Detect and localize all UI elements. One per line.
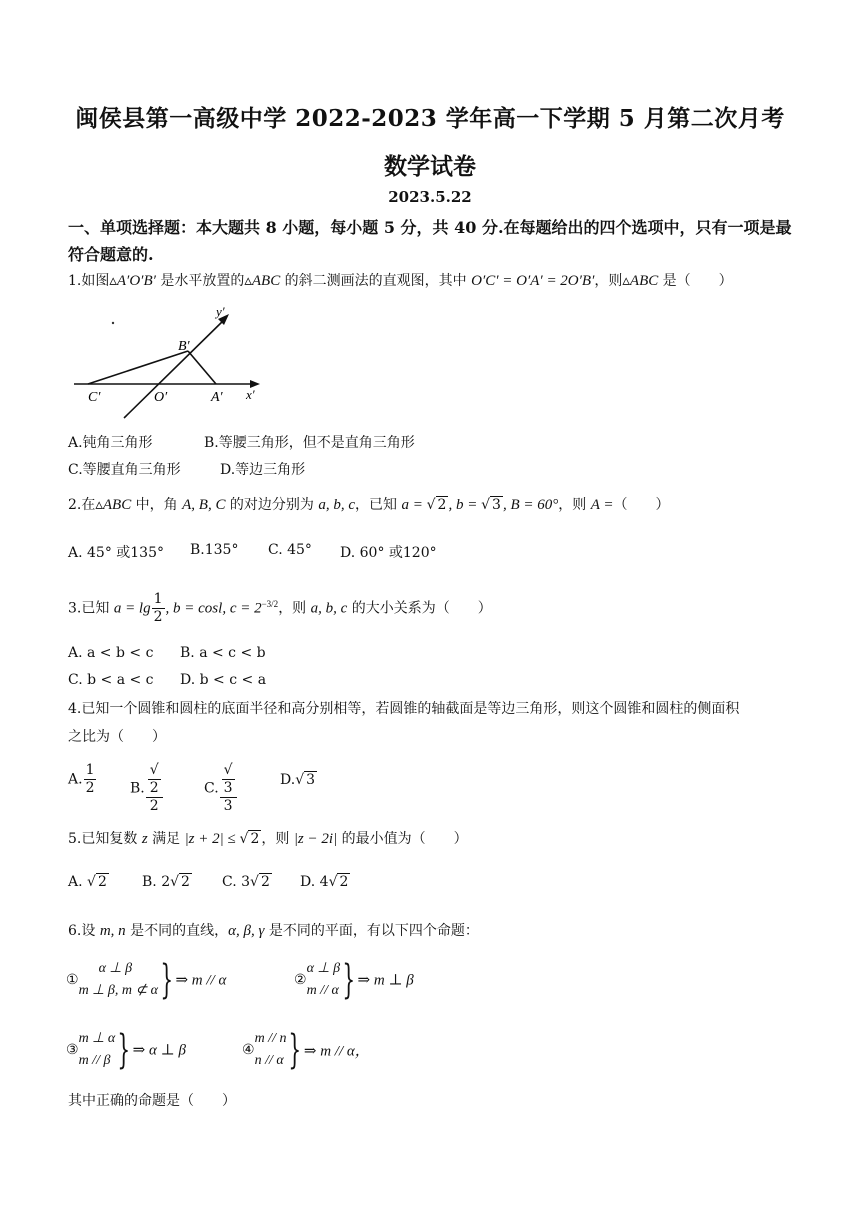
brace: } xyxy=(117,1027,131,1073)
question-4-line1: 4.已知一个圆锥和圆柱的底面半径和高分别相等，若圆锥的轴截面是等边三角形，则这个圆锥和圆柱的侧面积 xyxy=(68,701,740,717)
q5-option-a: A. √ 2 xyxy=(68,874,107,890)
q3-option-c: C. b < a < c xyxy=(68,672,154,688)
q4-option-d: D.√ 3 xyxy=(280,772,316,788)
q5-option-d: D. 4√ 2 xyxy=(300,874,349,890)
speck xyxy=(112,322,114,324)
question-2-stem: 2.在▵ABC 中，角 A, B, C 的对边分别为 a, b, c，已知 a = √ 2 , b = √ 3 , B = 60°，则 A =（ ） xyxy=(68,497,670,513)
label-o: O′ xyxy=(154,390,168,405)
label-y: y′ xyxy=(216,304,225,319)
q4-option-b: B. √ 2 2 xyxy=(130,762,164,815)
q2-option-d: D. 60° 或120° xyxy=(340,545,437,561)
question-4-line2: 之比为（ ） xyxy=(68,729,166,745)
brace: } xyxy=(342,957,356,1003)
segment-b-a xyxy=(188,351,216,384)
q3-option-b: B. a < c < b xyxy=(180,645,266,661)
q2-option-b: B.135° xyxy=(190,542,239,558)
exam-subject: 数学试卷 xyxy=(384,153,476,180)
label-c: C′ xyxy=(88,390,101,405)
exponent: −3/2 xyxy=(261,598,279,609)
proposition-2: ② α ⊥ β m // α } ⇒ m ⊥ β xyxy=(294,957,414,1003)
label-b: B′ xyxy=(178,339,190,354)
segment-c-b xyxy=(88,351,188,384)
q2-option-a: A. 45° 或135° xyxy=(68,545,164,561)
brace: } xyxy=(288,1027,302,1073)
oblique-projection-figure xyxy=(66,300,266,425)
brace: } xyxy=(160,957,174,1003)
question-1-stem: 1.如图▵A′O′B′ 是水平放置的▵ABC 的斜二测画法的直观图，其中 O′C′ = O′A′ = 2O′B′，则▵ABC 是（ ） xyxy=(68,273,733,289)
q5-option-b: B. 2√ 2 xyxy=(142,874,190,890)
q1-option-d: D.等边三角形 xyxy=(220,462,306,478)
proposition-4: ④ m // n n // α } ⇒ m // α， xyxy=(242,1027,370,1073)
q5-option-c: C. 3√ 2 xyxy=(222,874,270,890)
exam-date: 2023.5.22 xyxy=(388,188,472,206)
question-6-ask: 其中正确的命题是（ ） xyxy=(68,1093,236,1109)
q1-option-c: C.等腰直角三角形 xyxy=(68,462,181,478)
question-6-stem: 6.设 m, n 是不同的直线，α, β, γ 是不同的平面，有以下四个命题： xyxy=(68,923,479,939)
fraction: $\frac{1}{2}$ xyxy=(153,591,163,625)
triangle-symbol: ▵A′O′B′ xyxy=(109,273,156,289)
label-a: A′ xyxy=(211,390,223,405)
label-x: x′ xyxy=(246,387,255,402)
question-3-stem: 3.已知 a = lg $\frac{1}{2}$ , b = cosl, $c = 2^{-3/2}$，则 a, b, c 的大小关系为（ ） xyxy=(68,591,492,625)
question-5-stem: 5.已知复数 z 满足 |z + 2| ≤ √ 2 ，则 |z − 2i| 的最小值为（ ） xyxy=(68,831,468,847)
q3-option-d: D. b < c < a xyxy=(180,672,267,688)
q4-option-c: C. √ 3 3 xyxy=(204,762,238,815)
q2-option-c: C. 45° xyxy=(268,542,312,558)
proposition-1: ① α ⊥ β m ⊥ β, m ⊄ α } ⇒ m // α xyxy=(66,957,227,1003)
exam-title: 闽侯县第一高级中学 2022-2023 学年高一下学期 5 月第二次月考 xyxy=(75,105,785,132)
q1-option-a: A.钝角三角形 xyxy=(68,435,153,451)
equation: O′C′ = O′A′ = 2O′B′ xyxy=(471,273,595,289)
q1-option-b: B.等腰三角形，但不是直角三角形 xyxy=(204,435,415,451)
q4-option-a: A. $\frac{1}{2}$ xyxy=(68,762,95,796)
proposition-3: ③ m ⊥ α m // β } ⇒ α ⊥ β xyxy=(66,1027,186,1073)
section-heading: 一、单项选择题：本大题共 8 小题，每小题 5 分，共 40 分.在每题给出的四个选项中，只有一项是最符合题意的. xyxy=(68,218,792,264)
q3-option-a: A. a < b < c xyxy=(68,645,154,661)
